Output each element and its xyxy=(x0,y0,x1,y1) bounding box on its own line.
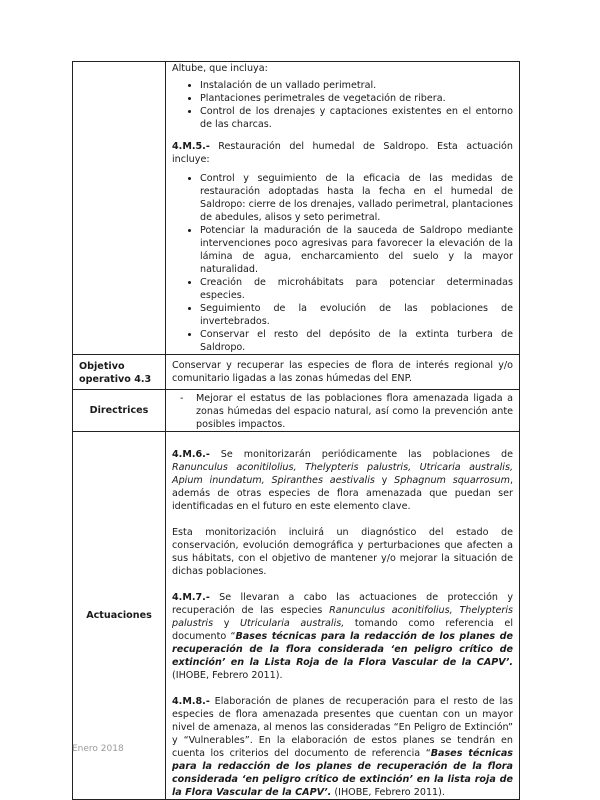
list-item: • Control y seguimiento de la eficacia de las medidas de restauración adoptadas hasta la fecha en el humedal de Saldropo: cierre de los drenajes, vallado perimetral, plantaciones de abedules, alisos y seto perimetral. xyxy=(200,172,513,224)
measure-text: (IHOBE, Febrero 2011). xyxy=(172,670,283,681)
measure-text: (IHOBE, Febrero 2011). xyxy=(331,787,445,798)
measure-code: 4.M.5.- xyxy=(172,141,210,152)
empty-label-cell xyxy=(73,62,166,355)
reference-document: Bases técnicas para la redacción de los planes de recuperación de la flora considerada ‘en peligro crítico de extinción’ en la Lista Roja de la Flora Vascular de la CAPV’. xyxy=(172,631,513,668)
list-item: • Creación de microhábitats para potenciar determinadas especies. xyxy=(200,276,513,302)
measure-code: 4.M.7.- xyxy=(172,592,210,603)
list-item: - Mejorar el estatus de las poblaciones flora amenazada ligada a zonas húmedas del espacio natural, así como la prevención ante posibles impactos. xyxy=(186,392,513,431)
measure-4m6-paragraph: Esta monitorización incluirá un diagnóstico del estado de conservación, evolución demográfica y perturbaciones que afecten a sus hábitats, con el objetivo de mantener y/o mejorar la situación de dichas poblaciones. xyxy=(172,527,513,577)
list-item: • Plantaciones perimetrales de vegetación de ribera. xyxy=(200,92,513,105)
list-item: • Conservar el resto del depósito de la extinta turbera de Saldropo. xyxy=(200,328,513,354)
list-item: • Instalación de un vallado perimetral. xyxy=(200,79,513,92)
species-names: Sphagnum squarrosum xyxy=(394,475,510,486)
page-footer: Enero 2018 xyxy=(72,744,124,754)
measure-text: Elaboración de planes de recuperación para el resto de las especies de flora amenazada presentes que cuentan con un mayor nivel de amenaza, al menos las consideradas “En Peligro de Extinción” y “Vulnerables”. En la elaboración de estos planes se tendrán en cuenta los criterios del documento de referencia “ xyxy=(172,696,513,759)
objective-label: Objetivo operativo 4.3 xyxy=(73,355,166,390)
bullet-list-a xyxy=(172,79,513,131)
measure-text: y xyxy=(374,475,395,486)
table-row xyxy=(73,432,520,800)
measure-4m8 xyxy=(172,695,513,799)
measure-text: Se llevaran a cabo las actuaciones de protección y recuperación de las especies xyxy=(172,592,513,616)
directrices-cell xyxy=(166,390,520,432)
table-row xyxy=(73,390,520,432)
measure-text: Se monitorizarán periódicamente las poblaciones de xyxy=(209,449,513,460)
actuaciones-label: Actuaciones xyxy=(73,432,166,800)
list-item: • Potenciar la maduración de la sauceda de Saldropo mediante intervenciones poco agresivas para favorecer la elevación de la lámina de agua, encharcamiento del suelo y la mayor naturalidad. xyxy=(200,224,513,276)
measure-text: tomando como referencia el documento “ xyxy=(172,618,513,642)
objective-text: Conservar y recuperar las especies de flora de interés regional y/o comunitario ligadas a las zonas húmedas del ENP. xyxy=(166,355,520,390)
species-names: Utricularia australis, xyxy=(239,618,345,629)
measure-code: 4.M.8.- xyxy=(172,696,210,707)
list-item: • Seguimiento de la evolución de las poblaciones de invertebrados. xyxy=(200,302,513,328)
measure-code: 4.M.6.- xyxy=(172,449,210,460)
measures-table xyxy=(72,61,520,800)
species-names: Ranunculus aconitifolius, Thelypteris palustris xyxy=(172,605,513,629)
measure-text: y xyxy=(213,618,240,629)
directrices-label: Directrices xyxy=(73,390,166,432)
measure-4m7 xyxy=(172,591,513,682)
bullet-list-b xyxy=(172,172,513,354)
table-row xyxy=(73,62,520,355)
reference-document: Bases técnicas para la redacción de los planes de recuperación de la flora considerada ‘en peligro crítico de extinción’ en la lista roja de la Flora Vascular de la CAPV’. xyxy=(172,748,514,798)
table-row xyxy=(73,355,520,390)
species-names: Ranunculus aconitilolius, Thelypteris palustris, Utricaria australis, Apium inundatum, Spiranthes aestivalis xyxy=(172,462,513,486)
measure-4m6 xyxy=(172,448,513,513)
list-item: • Control de los drenajes y captaciones existentes en el entorno de las charcas. xyxy=(200,105,513,131)
measure-text: , además de otras especies de flora amenazada que puedan ser identificadas en el futuro en este elemento clave. xyxy=(172,475,514,512)
measure-4m5 xyxy=(172,140,513,166)
actuaciones-cell xyxy=(166,432,520,800)
measure-text: Restauración del humedal de Saldropo. Esta actuación incluye: xyxy=(172,141,513,165)
intro-text: Altube, que incluya: xyxy=(172,63,268,74)
content-cell xyxy=(166,62,520,355)
